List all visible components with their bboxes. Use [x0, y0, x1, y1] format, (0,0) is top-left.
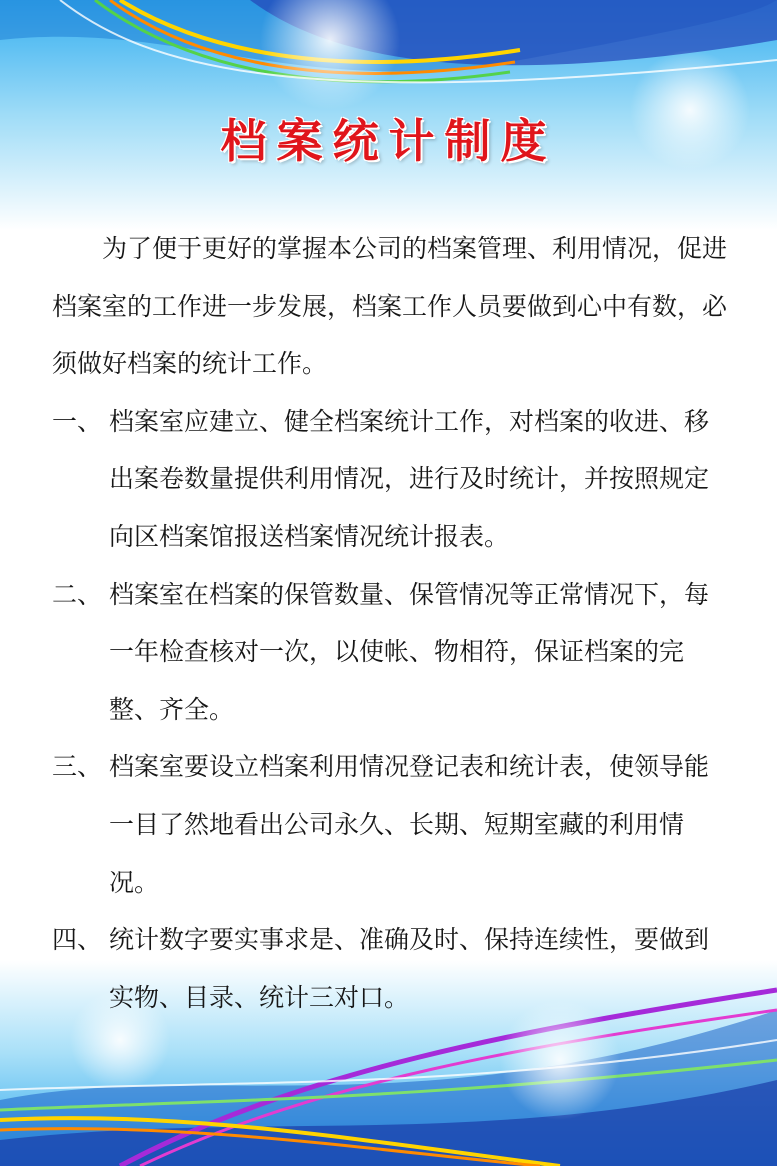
intro-paragraph: 为了便于更好的掌握本公司的档案管理、利用情况，促进档案室的工作进一步发展，档案工作人员要做到心中有数，必须做好档案的统计工作。 [52, 234, 728, 379]
clause-text: 统计数字要实事求是、准确及时、保持连续性，要做到实物、目录、统计三对口。 [109, 925, 710, 1012]
clause-number: 三、 [52, 752, 103, 782]
clause-text: 档案室应建立、健全档案统计工作，对档案的收进、移出案卷数量提供利用情况，进行及时统计，并按照规定向区档案馆报送档案情况统计报表。 [109, 406, 710, 551]
clause-text: 档案室要设立档案利用情况登记表和统计表，使领导能一目了然地看出公司永久、长期、短期室藏的利用情况。 [109, 752, 710, 897]
clause-item [52, 566, 732, 739]
page-title: 档案统计制度 [220, 114, 557, 168]
clause-text: 档案室在档案的保管数量、保管情况等正常情况下，每一年检查核对一次，以使帐、物相符，保证档案的完整、齐全。 [109, 579, 710, 724]
clause-item [52, 738, 732, 911]
document-body [52, 220, 732, 1026]
clause-list [52, 393, 732, 1027]
clause-item [52, 911, 732, 1026]
clause-number: 四、 [52, 925, 103, 955]
clause-number: 二、 [52, 579, 103, 609]
clause-number: 一、 [52, 406, 103, 436]
clause-item [52, 393, 732, 566]
